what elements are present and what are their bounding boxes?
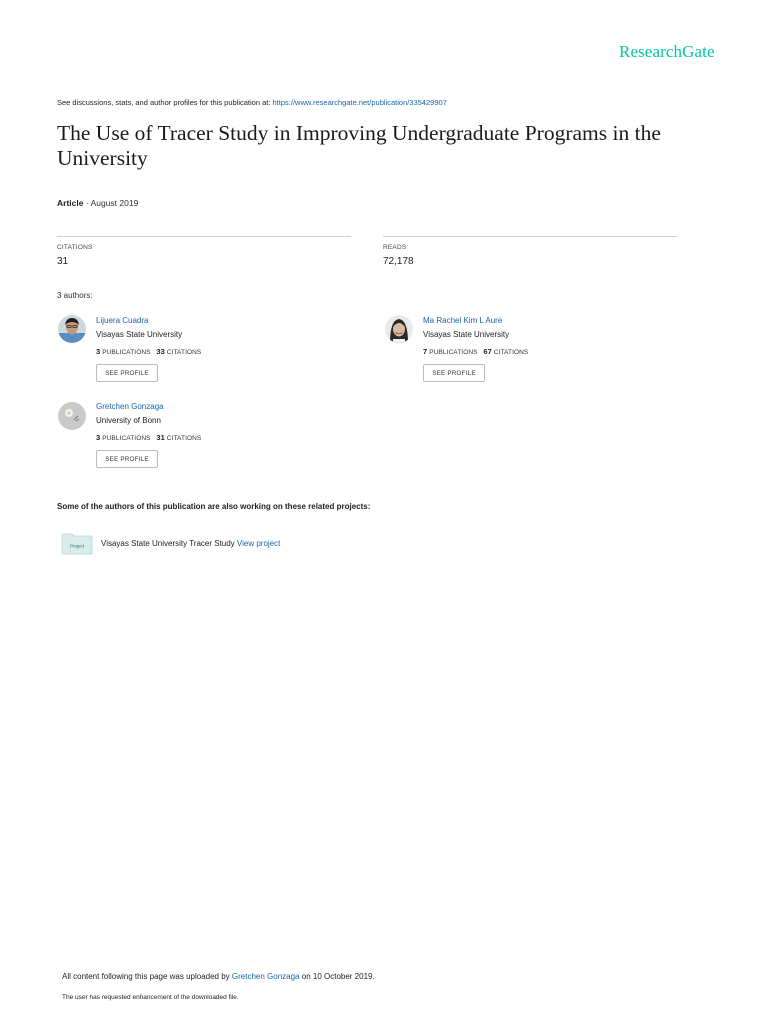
publication-date: August 2019 (90, 198, 139, 208)
author-institution: Visayas State University (96, 330, 183, 339)
enhancement-note: The user has requested enhancement of the downloaded file. (62, 994, 239, 1001)
publications-count: 7 (423, 347, 428, 356)
publications-label: PUBLICATIONS (102, 435, 151, 442)
author-institution: University of Bonn (96, 416, 161, 425)
author-name-link[interactable]: Lijuera Cuadra (96, 316, 149, 325)
project-row (101, 539, 280, 548)
authors-heading: 3 authors: (57, 291, 93, 300)
author-name-link[interactable]: Gretchen Gonzaga (96, 402, 164, 411)
citations-divider (57, 236, 351, 237)
discussion-line (57, 98, 447, 107)
project-thumb-label: Project (69, 543, 85, 549)
upload-suffix: on 10 October 2019. (301, 972, 375, 981)
male-avatar-icon[interactable] (58, 315, 86, 343)
citations-count-label: CITATIONS (166, 435, 202, 442)
citations-count-label: CITATIONS (166, 349, 202, 356)
citations-count: 31 (156, 433, 165, 442)
author-stats (423, 347, 528, 356)
author-stats (96, 433, 201, 442)
flower-avatar-icon[interactable] (58, 402, 86, 430)
publications-label: PUBLICATIONS (102, 349, 151, 356)
author-stats (96, 347, 201, 356)
related-projects-heading: Some of the authors of this publication are also working on these related projects: (57, 502, 371, 511)
citations-count: 33 (156, 347, 165, 356)
publication-type: Article (57, 198, 84, 208)
project-name: Visayas State University Tracer Study (101, 539, 235, 548)
project-folder-icon[interactable] (61, 531, 93, 555)
author-name-link[interactable]: Ma Rachel Kim L Aure (423, 316, 503, 325)
meta-separator: · (83, 198, 91, 208)
citations-label: CITATIONS (57, 244, 93, 251)
view-project-link[interactable]: View project (236, 539, 281, 548)
reads-value: 72,178 (383, 256, 414, 267)
publication-title: The Use of Tracer Study in Improving Undergraduate Programs in the University (57, 121, 661, 170)
publications-count: 3 (96, 347, 101, 356)
researchgate-logo[interactable]: ResearchGate (619, 42, 715, 61)
reads-label: READS (383, 244, 407, 251)
see-profile-button[interactable]: SEE PROFILE (423, 364, 485, 382)
publications-count: 3 (96, 433, 101, 442)
see-profile-button[interactable]: SEE PROFILE (96, 450, 158, 468)
publications-label: PUBLICATIONS (429, 349, 478, 356)
see-profile-button[interactable]: SEE PROFILE (96, 364, 158, 382)
upload-prefix: All content following this page was uploaded by (62, 972, 230, 981)
uploader-link[interactable]: Gretchen Gonzaga (231, 972, 300, 981)
reads-divider (383, 236, 677, 237)
upload-note (62, 972, 375, 981)
publication-url-link[interactable]: https://www.researchgate.net/publication/335429907 (272, 98, 447, 107)
citations-count: 67 (483, 347, 492, 356)
author-institution: Visayas State University (423, 330, 510, 339)
discussion-prefix: See discussions, stats, and author profiles for this publication at: (57, 98, 271, 107)
publication-meta (57, 198, 138, 208)
citations-value: 31 (57, 256, 69, 267)
citations-count-label: CITATIONS (493, 349, 529, 356)
female-avatar-icon[interactable] (385, 315, 413, 343)
